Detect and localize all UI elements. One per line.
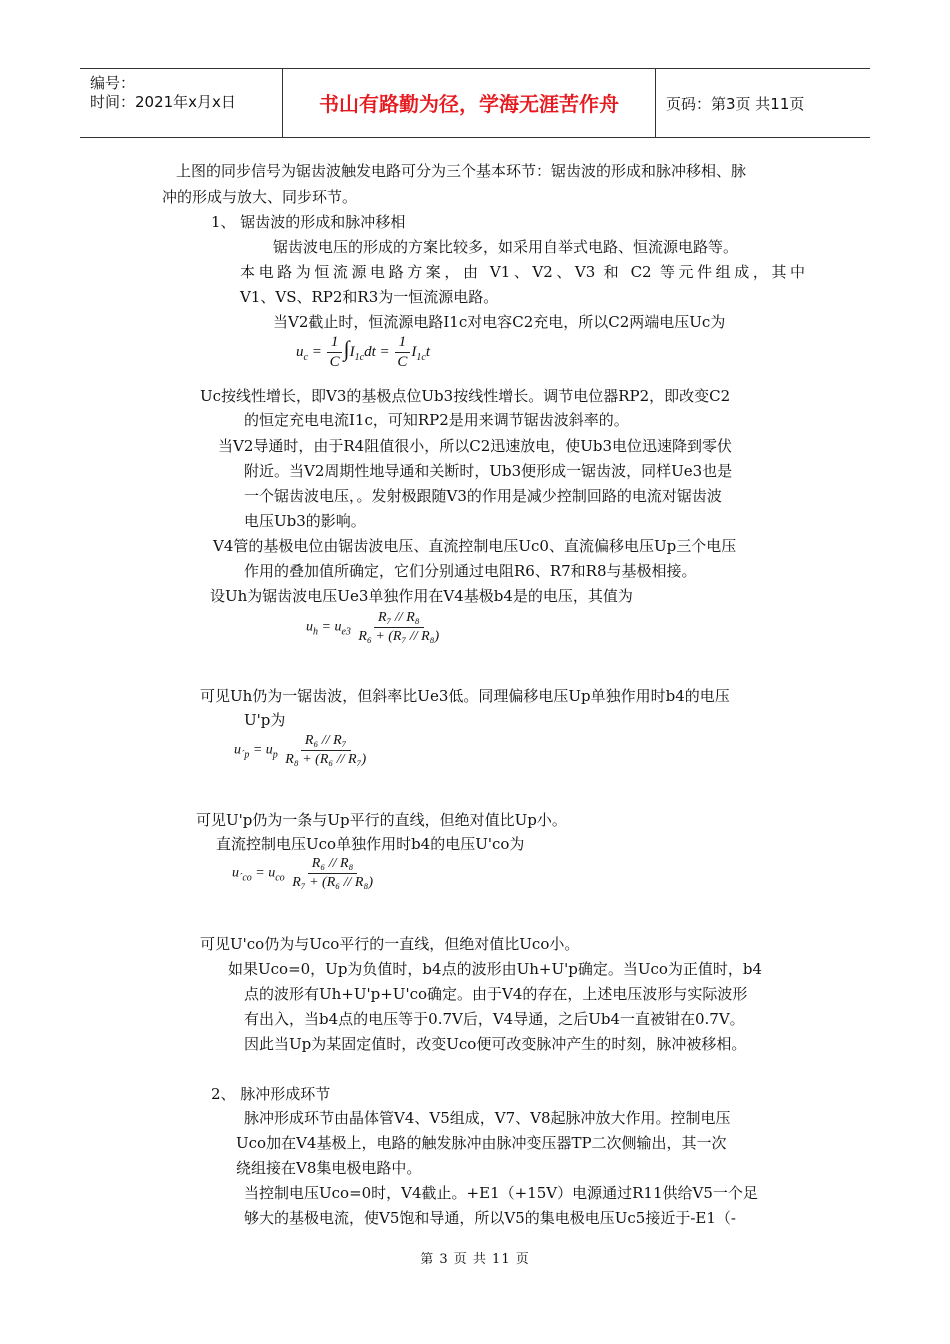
text-line: 电压Ub3的影响。 <box>244 512 366 530</box>
formula-capacitor-voltage: $u_c$ = $\frac{1}{C}$ $\int I_{1c}dt$ = $\frac{1}{C}$ $I_{1c}t$ <box>296 334 431 370</box>
formula-offset-component: $u_{´p} = u_p$ $\frac{\text{R₆ // R₇}}{\text{R₈ + (R₆ // R₇)}}$ <box>234 733 367 767</box>
text-line: 当V2截止时，恒流源电路I1c对电容C2充电，所以C2两端电压Uc为 <box>273 313 726 331</box>
text-line: 脉冲形成环节由晶体管V4、V5组成，V7、V8起脉冲放大作用。控制电压 <box>244 1109 731 1127</box>
text-line: 因此当Up为某固定值时，改变Uco便可改变脉冲产生的时刻，脉冲被移相。 <box>244 1035 747 1053</box>
text-line: 直流控制电压Uco单独作用时b4的电压U'co为 <box>216 835 525 853</box>
text-line: U'p为 <box>244 711 286 729</box>
text-line: 冲的形成与放大、同步环节。 <box>162 188 358 206</box>
section-heading: 2、 脉冲形成环节 <box>211 1085 331 1103</box>
text-line: 本电路为恒流源电路方案，由 V1、V2、V3 和 C2 等元件组成，其中 <box>240 263 805 281</box>
text-line: Uc按线性增长，即V3的基极点位Ub3按线性增长。调节电位器RP2，即改变C2 <box>200 387 731 405</box>
formula-sawtooth-component: $u_h = u_{e3}$ $\frac{\text{R₇ // R₈}}{\text{R₆ + (R₇ // R₈)}}$ <box>306 610 440 644</box>
text-line: 当控制电压Uco=0时，V4截止。+E1（+15V）电源通过R11供给V5一个足 <box>244 1184 758 1202</box>
text-line: 的恒定充电电流I1c，可知RP2是用来调节锯齿波斜率的。 <box>244 411 629 429</box>
section-heading: 1、 锯齿波的形成和脉冲移相 <box>211 213 406 231</box>
text-line: 绕组接在V8集电极电路中。 <box>236 1159 422 1177</box>
header-meta-cell <box>80 69 283 137</box>
text-line: V1、VS、RP2和R3为一恒流源电路。 <box>240 288 499 306</box>
text-line: 点的波形有Uh+U'p+U'co确定。由于V4的存在，上述电压波形与实际波形 <box>244 985 748 1003</box>
text-line: 可见U'p仍为一条与Up平行的直线，但绝对值比Up小。 <box>196 811 567 829</box>
header-motto: 书山有路勤为径，学海无涯苦作舟 <box>283 69 656 137</box>
text-line: 如果Uco=0，Up为负值时，b4点的波形由Uh+U'p确定。当Uco为正值时，b4 <box>228 960 763 978</box>
text-line: 一个锯齿波电压，。发射极跟随V3的作用是减少控制回路的电流对锯齿波 <box>244 487 722 505</box>
page-footer: 第 3 页 共 11 页 <box>420 1252 530 1267</box>
text-line: 作用的叠加值所确定，它们分别通过电阻R6、R7和R8与基极相接。 <box>244 562 697 580</box>
text-line: 设Uh为锯齿波电压Ue3单独作用在V4基极b4是的电压，其值为 <box>210 587 633 605</box>
header-page-info: 页码：第3页 共11页 <box>666 95 805 113</box>
text-line: 上图的同步信号为锯齿波触发电路可分为三个基本环节：锯齿波的形成和脉冲移相、脉 <box>176 162 747 180</box>
document-number-label: 编号： <box>90 74 136 92</box>
document-date-label: 时间：2021年x月x日 <box>90 93 236 111</box>
text-line: 够大的基极电流，使V5饱和导通，所以V5的集电极电压Uc5接近于-E1（- <box>244 1209 736 1227</box>
text-line: Uco加在V4基极上，电路的触发脉冲由脉冲变压器TP二次侧输出，其一次 <box>236 1134 727 1152</box>
text-line: V4管的基极电位由锯齿波电压、直流控制电压Uc0、直流偏移电压Up三个电压 <box>213 537 737 555</box>
page-header <box>80 68 870 138</box>
formula-control-component: $u_{´co} = u_{co}$ $\frac{\text{R₆ // R₈}}{\text{R₇ + (R₆ // R₈)}}$ <box>232 856 373 890</box>
text-line: 可见U'co仍为与Uco平行的一直线，但绝对值比Uco小。 <box>200 935 580 953</box>
text-line: 可见Uh仍为一锯齿波，但斜率比Ue3低。同理偏移电压Up单独作用时b4的电压 <box>200 687 730 705</box>
text-line: 附近。当V2周期性地导通和关断时，Ub3便形成一锯齿波，同样Ue3也是 <box>244 462 733 480</box>
text-line: 当V2导通时，由于R4阻值很小，所以C2迅速放电，使Ub3电位迅速降到零伏 <box>218 437 733 455</box>
text-line: 锯齿波电压的形成的方案比较多，如采用自举式电路、恒流源电路等。 <box>273 238 739 256</box>
text-line: 有出入，当b4点的电压等于0.7V后，V4导通，之后Ub4一直被钳在0.7V。 <box>244 1010 745 1028</box>
